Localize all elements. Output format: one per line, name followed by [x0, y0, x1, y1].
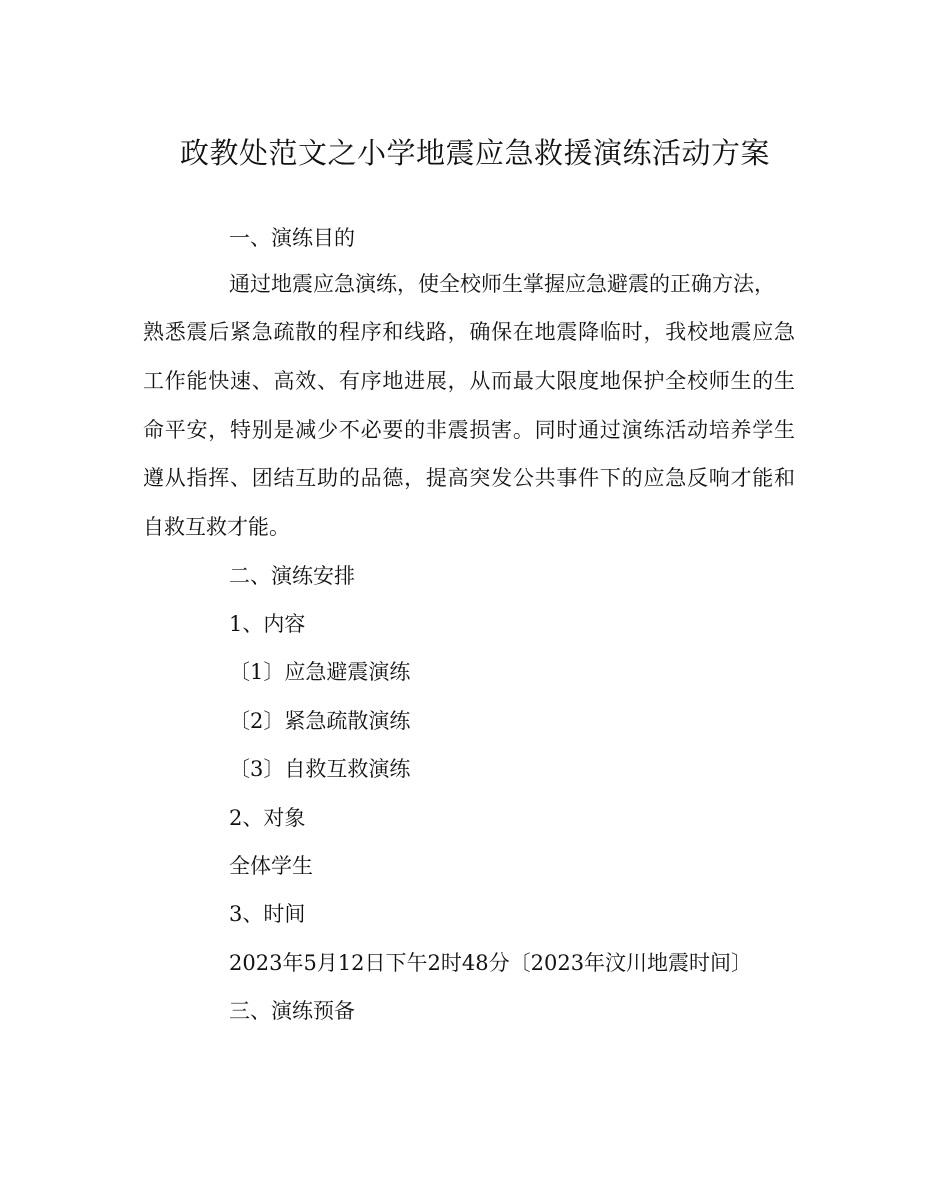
paragraph-line: 熟悉震后紧急疏散的程序和线路，确保在地震降临时，我校地震应急 [143, 320, 795, 344]
paragraph-line: 遵从指挥、团结互助的品德，提高突发公共事件下的应急反响才能和 [143, 466, 795, 490]
section-heading-purpose: 一、演练目的 [229, 226, 355, 250]
subheading-time: 3、时间 [229, 902, 306, 926]
paragraph-line: 命平安，特别是减少不必要的非震损害。同时通过演练活动培养学生 [143, 418, 795, 442]
list-item: 〔1〕应急避震演练 [229, 660, 411, 684]
page-title: 政教处范文之小学地震应急救援演练活动方案 [179, 136, 770, 170]
paragraph-line: 通过地震应急演练，使全校师生掌握应急避震的正确方法， [229, 272, 775, 296]
section-heading-arrangement: 二、演练安排 [229, 564, 355, 588]
time-value: 2023年5月12日下午2时48分〔2023年汶川地震时间〕 [229, 951, 753, 975]
section-heading-preparation: 三、演练预备 [229, 999, 355, 1023]
subheading-content: 1、内容 [229, 612, 306, 636]
subheading-target: 2、对象 [229, 806, 306, 830]
list-item: 〔2〕紧急疏散演练 [229, 709, 411, 733]
target-value: 全体学生 [229, 854, 313, 878]
paragraph-line: 自救互救才能。 [143, 515, 290, 539]
paragraph-line: 工作能快速、高效、有序地进展，从而最大限度地保护全校师生的生 [143, 369, 795, 393]
list-item: 〔3〕自救互救演练 [229, 757, 411, 781]
